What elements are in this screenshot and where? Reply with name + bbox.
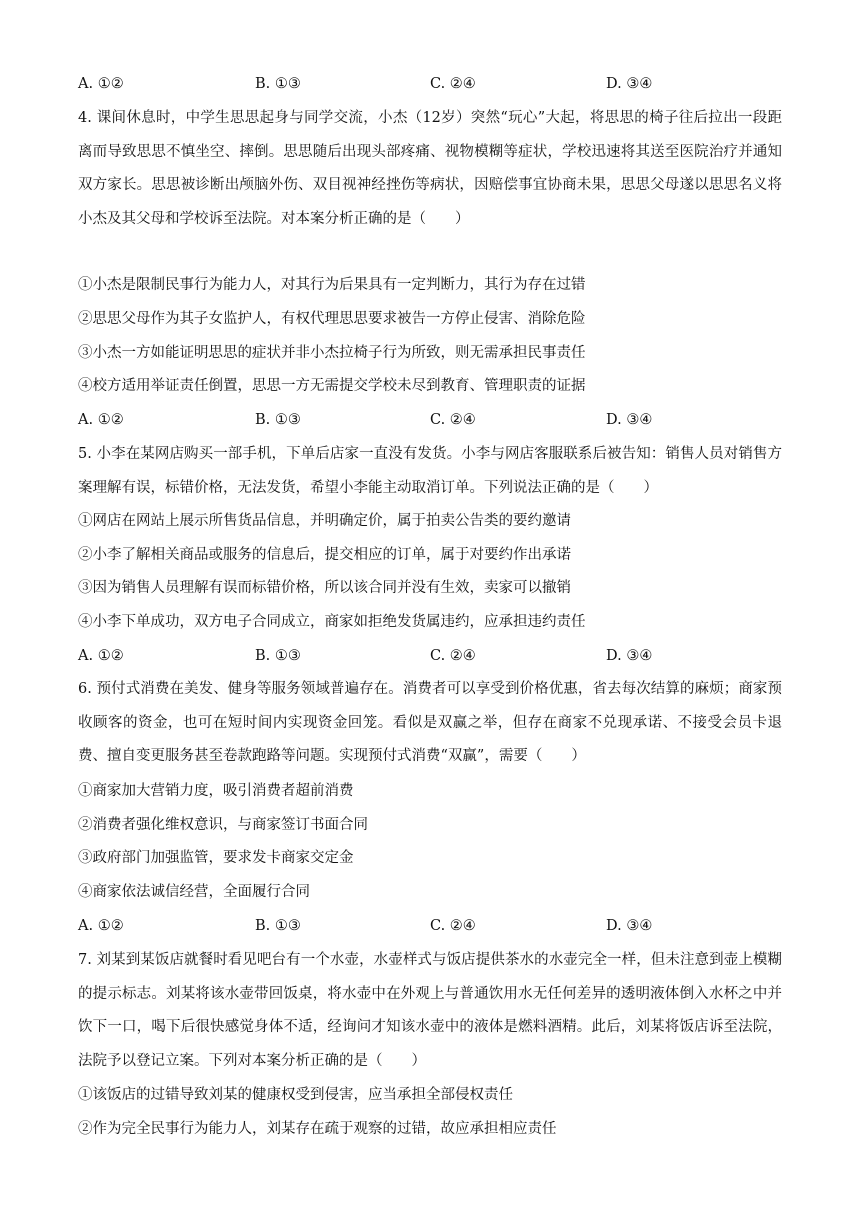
choice-b: B. ①③ bbox=[255, 76, 301, 92]
choice-d: D. ③④ bbox=[606, 648, 653, 664]
choice-a: A. ①② bbox=[78, 76, 124, 92]
choice-c: C. ②④ bbox=[430, 918, 476, 934]
choice-a: A. ①② bbox=[78, 648, 124, 664]
q4-option-1: ①小杰是限制民事行为能力人，对其行为后果具有一定判断力，其行为存在过错 bbox=[78, 277, 586, 293]
q6-stem: 6. 预付式消费在美发、健身等服务领域普遍存在。消费者可以享受到价格优惠，省去每次结算的麻烦；商家预收顾客的资金，也可在短时间内实现资金回笼。看似是双赢之举，但存在商家不兑现承诺、不接受会员卡退费、擅自变更服务甚至卷款跑路等问题。实现预付式消费“双赢”，需要（ ） bbox=[78, 681, 782, 765]
q5-option-1: ①网店在网站上展示所售货品信息，并明确定价，属于拍卖公告类的要约邀请 bbox=[78, 513, 571, 529]
q7-option-1: ①该饭店的过错导致刘某的健康权受到侵害，应当承担全部侵权责任 bbox=[78, 1087, 513, 1103]
choice-c: C. ②④ bbox=[430, 76, 476, 92]
choice-a: A. ①② bbox=[78, 412, 124, 428]
choice-b: B. ①③ bbox=[255, 918, 301, 934]
q6-choices bbox=[78, 916, 782, 936]
q4-choices bbox=[78, 410, 782, 430]
choice-d: D. ③④ bbox=[606, 76, 653, 92]
choice-b: B. ①③ bbox=[255, 648, 301, 664]
q7-stem: 7. 刘某到某饭店就餐时看见吧台有一个水壶，水壶样式与饭店提供茶水的水壶完全一样，但未注意到壶上模糊的提示标志。刘某将该水壶带回饭桌，将水壶中在外观上与普通饮用水无任何差异的透明液体倒入水杯之中并饮下一口，喝下后很快感觉身体不适，经询问才知该水壶中的液体是燃料酒精。此后，刘某将饭店诉至法院，法院予以登记立案。下列对本案分析正确的是（ ） bbox=[78, 952, 782, 1069]
q5-option-2: ②小李了解相关商品或服务的信息后，提交相应的订单，属于对要约作出承诺 bbox=[78, 547, 571, 563]
q5-option-4: ④小李下单成功，双方电子合同成立，商家如拒绝发货属违约，应承担违约责任 bbox=[78, 614, 586, 630]
q6-option-2: ②消费者强化维权意识，与商家签订书面合同 bbox=[78, 817, 368, 833]
q4-option-4: ④校方适用举证责任倒置，思思一方无需提交学校未尽到教育、管理职责的证据 bbox=[78, 378, 586, 394]
q6-option-3: ③政府部门加强监管，要求发卡商家交定金 bbox=[78, 850, 354, 866]
q4-option-3: ③小杰一方如能证明思思的症状并非小杰拉椅子行为所致，则无需承担民事责任 bbox=[78, 345, 586, 361]
q4-option-2: ②思思父母作为其子女监护人，有权代理思思要求被告一方停止侵害、消除危险 bbox=[78, 311, 586, 327]
q5-option-3: ③因为销售人员理解有误而标错价格，所以该合同并没有生效，卖家可以撤销 bbox=[78, 580, 571, 596]
q4-stem: 4. 课间休息时，中学生思思起身与同学交流，小杰（12岁）突然“玩心”大起，将思思的椅子往后拉出一段距离而导致思思不慎坐空、摔倒。思思随后出现头部疼痛、视物模糊等症状，学校迅速将其送至医院治疗并通知双方家长。思思被诊断出颅脑外伤、双目视神经挫伤等病状，因赔偿事宜协商未果，思思父母遂以思思名义将小杰及其父母和学校诉至法院。对本案分析正确的是（ ） bbox=[78, 110, 782, 227]
q7-option-2: ②作为完全民事行为能力人，刘某存在疏于观察的过错，故应承担相应责任 bbox=[78, 1121, 557, 1137]
q5-stem: 5. 小李在某网店购买一部手机，下单后店家一直没有发货。小李与网店客服联系后被告知：销售人员对销售方案理解有误，标错价格，无法发货，希望小李能主动取消订单。下列说法正确的是（ ） bbox=[78, 446, 782, 496]
q3-choices bbox=[78, 74, 782, 94]
choice-d: D. ③④ bbox=[606, 412, 653, 428]
choice-a: A. ①② bbox=[78, 918, 124, 934]
q6-option-1: ①商家加大营销力度，吸引消费者超前消费 bbox=[78, 783, 354, 799]
q6-option-4: ④商家依法诚信经营，全面履行合同 bbox=[78, 884, 310, 900]
choice-c: C. ②④ bbox=[430, 648, 476, 664]
choice-d: D. ③④ bbox=[606, 918, 653, 934]
choice-b: B. ①③ bbox=[255, 412, 301, 428]
choice-c: C. ②④ bbox=[430, 412, 476, 428]
q5-choices bbox=[78, 646, 782, 666]
